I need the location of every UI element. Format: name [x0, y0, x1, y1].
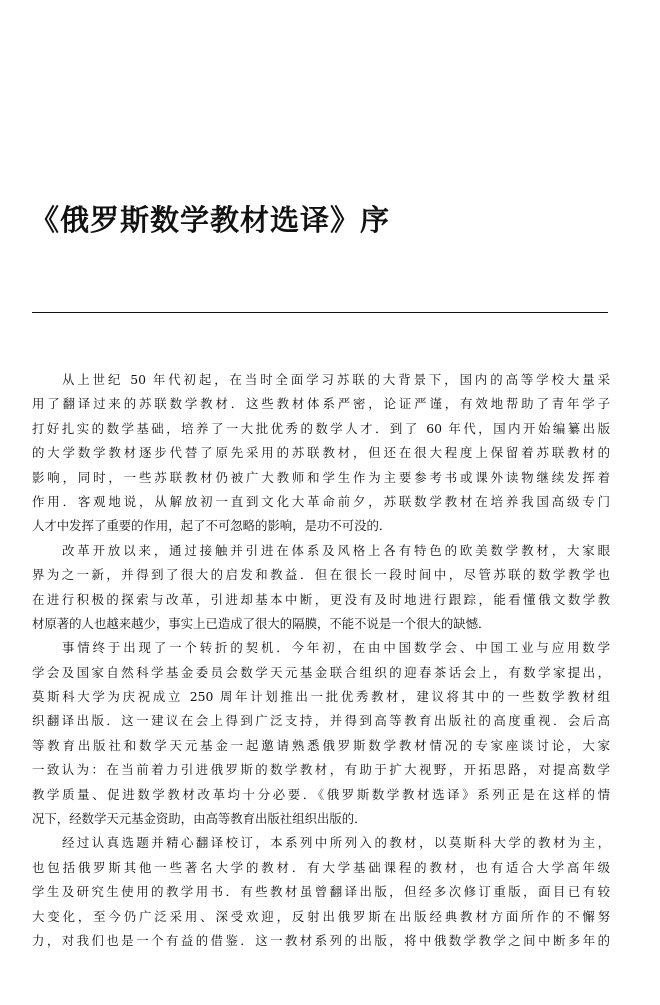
text-line: 莫斯科大学为庆祝成立 250 周年计划推出一批优秀教材，建议将其中的一些数学教材组 [32, 689, 610, 705]
text-line: 材原著的人也越来越少，事实上已造成了很大的隔膜，不能不说是一个很大的缺憾． [32, 615, 491, 631]
text-line: 事情终于出现了一个转折的契机．今年初，在由中国数学会、中国工业与应用数学 [62, 640, 610, 656]
title-divider [32, 312, 608, 313]
text-line: 也包括俄罗斯其他一些著名大学的教材．有大学基础课程的教材，也有适合大学高年级 [32, 859, 610, 875]
text-line: 大变化，至今仍广泛采用、深受欢迎，反射出俄罗斯在出版经典教材方面所作的不懈努 [32, 908, 610, 924]
text-line: 影响，同时，一些苏联教材仍被广大教师和学生作为主要参考书或课外读物继续发挥着 [32, 469, 610, 485]
text-line: 学生及研究生使用的教学用书．有些教材虽曾翻译出版，但经多次修订重版，面目已有较 [32, 884, 610, 900]
text-line: 作用．客观地说，从解放初一直到文化大革命前夕，苏联数学教材在培养我国高级专门 [32, 493, 610, 509]
body-text [32, 368, 610, 953]
paragraph-2 [32, 539, 610, 637]
text-line: 界为之一新，并得到了很大的启发和教益．但在很长一段时间中，尽管苏联的数学教学也 [32, 567, 610, 583]
text-line: 学会及国家自然科学基金委员会数学天元基金联合组织的迎春茶话会上，有数学家提出， [32, 664, 610, 680]
text-line: 从上世纪 50 年代初起，在当时全面学习苏联的大背景下，国内的高等学校大量采 [62, 372, 610, 387]
paragraph-4 [32, 831, 610, 953]
text-line: 力，对我们也是一个有益的借鉴．这一教材系列的出版，将中俄数学教学之间中断多年的 [32, 932, 610, 948]
text-line: 一致认为：在当前着力引进俄罗斯的数学教材，有助于扩大视野，开拓思路，对提高数学 [32, 762, 610, 778]
paragraph-3 [32, 636, 610, 831]
paragraph-1 [32, 368, 610, 539]
text-line: 在进行积极的探索与改革，引进却基本中断，更没有及时地进行跟踪，能看懂俄文数学教 [32, 591, 610, 607]
text-line: 教学质量、促进数学教材改革均十分必要．《俄罗斯数学教材选译》系列正是在这样的情 [32, 786, 610, 802]
text-line: 的大学数学教材逐步代替了原先采用的苏联教材，但还在很大程度上保留着苏联教材的 [32, 445, 610, 461]
text-line: 经过认真选题并精心翻译校订，本系列中所列入的教材，以莫斯科大学的教材为主， [62, 835, 610, 851]
text-line: 人才中发挥了重要的作用，起了不可忽略的影响，是功不可没的． [32, 518, 392, 534]
text-line: 打好扎实的数学基础，培养了一大批优秀的数学人才．到了 60 年代，国内开始编纂出版 [32, 420, 610, 436]
text-line: 改革开放以来，通过接触并引进在体系及风格上各有特色的欧美数学教材，大家眼 [62, 542, 610, 558]
page-title: 《俄罗斯数学教材选译》序 [30, 203, 391, 237]
text-line: 等教育出版社和数学天元基金一起邀请熟悉俄罗斯数学教材情况的专家座谈讨论，大家 [32, 737, 610, 753]
text-line: 用了翻译过来的苏联数学教材．这些教材体系严密，论证严谨，有效地帮助了青年学子 [32, 396, 610, 412]
text-line: 织翻译出版．这一建议在会上得到广泛支持，并得到高等教育出版社的高度重视．会后高 [32, 713, 610, 729]
text-line: 况下，经数学天元基金资助，由高等教育出版社组织出版的． [32, 811, 367, 827]
